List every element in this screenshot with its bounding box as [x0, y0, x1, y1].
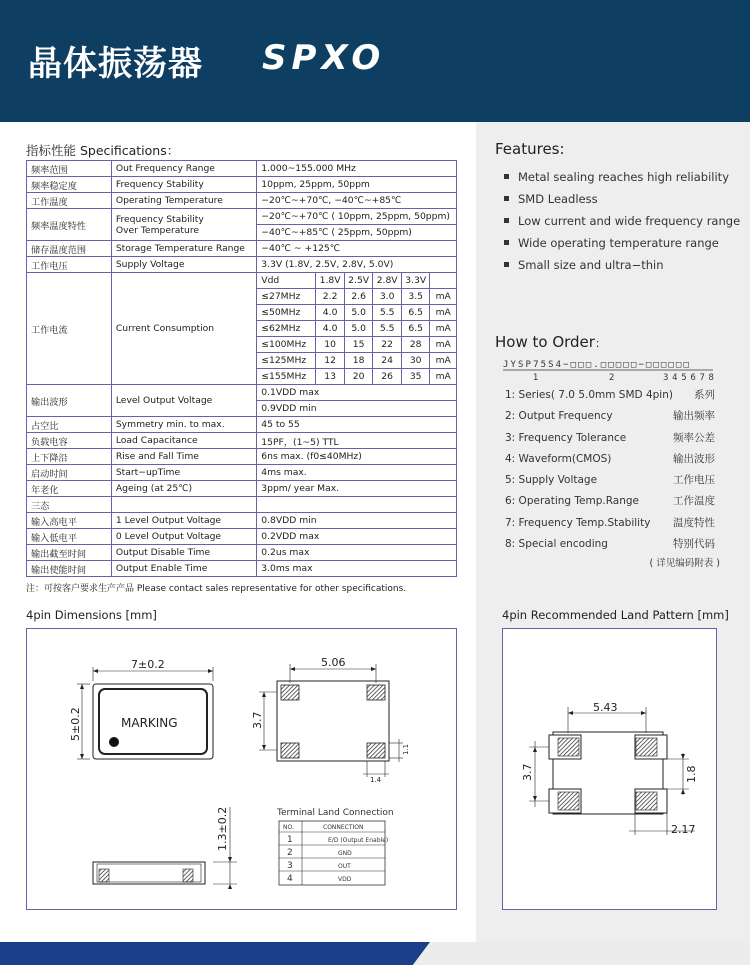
bottom-bar — [0, 942, 750, 965]
current-header-cell: 3.3V — [401, 273, 430, 289]
dim-pad-w: 1.4 — [370, 776, 382, 784]
current-cn: 工作电流 — [27, 273, 112, 385]
current-cell: 13 — [316, 369, 345, 385]
terminal-no-1: 1 — [287, 835, 293, 845]
current-cell: 5.0 — [344, 321, 373, 337]
spec-row — [27, 257, 457, 273]
spec-en: Output Disable Time — [111, 545, 256, 561]
feature-item: Wide operating temperature range — [495, 232, 740, 254]
spec-cn: 频率温度特性 — [27, 209, 112, 241]
side-view — [93, 807, 237, 889]
spec-en: Rise and Fall Time — [111, 449, 256, 465]
spec-en: Output Enable Time — [111, 561, 256, 577]
current-cell: mA — [430, 337, 457, 353]
feature-item: Metal sealing reaches high reliability — [495, 166, 740, 188]
dim-width: 7±0.2 — [131, 658, 165, 671]
dim-v: 3.7 — [251, 711, 264, 729]
spec-val: 0.2us max — [257, 545, 457, 561]
current-cell: mA — [430, 289, 457, 305]
terminal-conn-4: VDD — [338, 876, 352, 883]
order-item: 2: Output Frequency 输出频率 — [505, 410, 715, 423]
spec-val: −20℃~+70℃ ( 10ppm, 25ppm, 50ppm) — [257, 209, 457, 225]
spec-en: Operating Temperature — [111, 193, 256, 209]
feature-item: Low current and wide frequency range — [495, 210, 740, 232]
features — [495, 140, 740, 276]
bottom-view — [251, 656, 410, 784]
spec-table — [26, 160, 457, 577]
order-item: 5: Supply Voltage 工作电压 — [505, 474, 715, 487]
terminal-conn-3: OUT — [338, 863, 351, 870]
spec-row — [27, 465, 457, 481]
spec-en: 0 Level Output Voltage — [111, 529, 256, 545]
title-en: SPXO — [262, 38, 386, 78]
land-pitch: 5.43 — [593, 701, 618, 714]
spec-cn: 输出波形 — [27, 385, 112, 417]
spec-en: Load Capacitance — [111, 433, 256, 449]
current-cell: ≤100MHz — [257, 337, 316, 353]
terminal-conn-1: E/D (Output Enable) — [328, 837, 389, 844]
spec-val: 3ppm/ year Max. — [257, 481, 457, 497]
spec-val: −40℃ ~ +125℃ — [257, 241, 457, 257]
order-footnote: ( 详见编码附表 ) — [649, 558, 720, 570]
spec-val: −40℃~+85℃ ( 25ppm, 50ppm) — [257, 225, 457, 241]
current-cell: 24 — [373, 353, 402, 369]
spec-row — [27, 545, 457, 561]
feature-item: Small size and ultra−thin — [495, 254, 740, 276]
spec-en: Start−upTime — [111, 465, 256, 481]
current-cell: 2.2 — [316, 289, 345, 305]
spec-row — [27, 241, 457, 257]
specs-title: 指标性能 Specifications： — [26, 143, 180, 158]
current-cell: 12 — [316, 353, 345, 369]
order-item: 7: Frequency Temp.Stability 温度特性 — [505, 516, 715, 529]
current-cell: 6.5 — [401, 321, 430, 337]
spec-cn: 上下降沿 — [27, 449, 112, 465]
land-pad-h: 1.8 — [685, 765, 698, 783]
order-code-idx-3: 3 4 5 6 7 8 — [663, 373, 715, 383]
spec-cn: 工作电压 — [27, 257, 112, 273]
order-code: JYSP75S4−□□□.□□□□□−□□□□□□ — [503, 360, 691, 370]
current-cell: 30 — [401, 353, 430, 369]
spec-row — [27, 385, 457, 401]
order-item: 4: Waveform(CMOS) 输出波形 — [505, 452, 715, 465]
dimensions-title: 4pin Dimensions [mm] — [26, 608, 157, 622]
spec-val: 1.000~155.000 MHz — [257, 161, 457, 177]
current-cell: 3.0 — [373, 289, 402, 305]
spec-en: Frequency Stability Over Temperature — [111, 209, 256, 241]
terminal-no-3: 3 — [287, 861, 293, 871]
spec-val: 45 to 55 — [257, 417, 457, 433]
current-cell: ≤27MHz — [257, 289, 316, 305]
current-cell: ≤62MHz — [257, 321, 316, 337]
current-cell: 10 — [316, 337, 345, 353]
current-cell: 35 — [401, 369, 430, 385]
spec-val: 0.1VDD max — [257, 385, 457, 401]
spec-cn: 储存温度范围 — [27, 241, 112, 257]
spec-en: Ageing (at 25℃) — [111, 481, 256, 497]
pin1-dot — [109, 737, 119, 747]
spec-row — [27, 497, 457, 513]
current-cell: 22 — [373, 337, 402, 353]
order-item: 8: Special encoding 特别代码 — [505, 538, 715, 551]
current-cell: 20 — [344, 369, 373, 385]
current-cell: 6.5 — [401, 305, 430, 321]
current-cell: mA — [430, 353, 457, 369]
spec-en: Supply Voltage — [111, 257, 256, 273]
order-title: How to Order： — [495, 333, 606, 351]
land-pattern-drawing — [502, 628, 717, 910]
current-row — [27, 273, 457, 289]
spec-cn: 频率范围 — [27, 161, 112, 177]
spec-cn: 占空比 — [27, 417, 112, 433]
current-cell: 18 — [344, 353, 373, 369]
order-code-idx-1: 1 — [533, 373, 539, 383]
terminal-conn-2: GND — [338, 850, 352, 857]
current-cell: ≤125MHz — [257, 353, 316, 369]
terminal-no-4: 4 — [287, 874, 293, 884]
top-view — [69, 658, 213, 759]
spec-row — [27, 209, 457, 225]
feature-item: SMD Leadless — [495, 188, 740, 210]
spec-val: 4ms max. — [257, 465, 457, 481]
dim-pitch: 5.06 — [321, 656, 346, 669]
dim-thickness: 1.3±0.2 — [216, 806, 229, 851]
order-list — [505, 385, 720, 569]
order-item: 3: Frequency Tolerance 频率公差 — [505, 431, 715, 444]
spec-val: 0.9VDD min — [257, 401, 457, 417]
current-header-cell: 2.5V — [344, 273, 373, 289]
current-header-cell: 2.8V — [373, 273, 402, 289]
spec-cn: 输出截至时间 — [27, 545, 112, 561]
spec-cn: 输入高电平 — [27, 513, 112, 529]
dim-pad-h: 1.1 — [402, 743, 410, 755]
spec-en: 1 Level Output Voltage — [111, 513, 256, 529]
current-cell: ≤50MHz — [257, 305, 316, 321]
spec-cn: 三态 — [27, 497, 112, 513]
spec-row — [27, 529, 457, 545]
current-cell: ≤155MHz — [257, 369, 316, 385]
spec-en: Frequency Stability — [111, 177, 256, 193]
current-cell: 3.5 — [401, 289, 430, 305]
spec-val: 10ppm, 25ppm, 50ppm — [257, 177, 457, 193]
spec-val: 3.0ms max — [257, 561, 457, 577]
order-item: 6: Operating Temp.Range 工作温度 — [505, 495, 715, 508]
spec-cn: 工作温度 — [27, 193, 112, 209]
current-cell: 5.0 — [344, 305, 373, 321]
spec-val: 0.8VDD min — [257, 513, 457, 529]
order-code-idx-2: 2 — [609, 373, 615, 383]
spec-row — [27, 481, 457, 497]
spec-row — [27, 161, 457, 177]
spec-val — [257, 497, 457, 513]
spec-row — [27, 433, 457, 449]
order-item: 1: Series( 7.0 5.0mm SMD 4pin) 系列 — [505, 389, 715, 401]
spec-row — [27, 193, 457, 209]
spec-val: 6ns max. (f0≤40MHz) — [257, 449, 457, 465]
spec-val: 15PF，(1~5) TTL — [257, 433, 457, 449]
land-pad-w: 2.17 — [671, 823, 696, 836]
features-title: Features: — [495, 140, 565, 158]
features-list — [495, 166, 740, 276]
current-cell: 28 — [401, 337, 430, 353]
spec-en: Storage Temperature Range — [111, 241, 256, 257]
current-en: Current Consumption — [111, 273, 256, 385]
spec-cn: 输出使能时间 — [27, 561, 112, 577]
current-cell: 4.0 — [316, 321, 345, 337]
spec-en: Out Frequency Range — [111, 161, 256, 177]
spec-cn: 年老化 — [27, 481, 112, 497]
current-cell: mA — [430, 305, 457, 321]
spec-en: Level Output Voltage — [111, 385, 256, 417]
land-v: 3.7 — [521, 763, 534, 781]
spec-en: Symmetry min. to max. — [111, 417, 256, 433]
current-cell: 5.5 — [373, 305, 402, 321]
current-header-cell: Vdd — [257, 273, 316, 289]
current-cell: 2.6 — [344, 289, 373, 305]
current-cell: 26 — [373, 369, 402, 385]
spec-row — [27, 177, 457, 193]
current-cell: 15 — [344, 337, 373, 353]
terminal-header-no: NO. — [283, 824, 294, 831]
spec-en — [111, 497, 256, 513]
spec-cn: 频率稳定度 — [27, 177, 112, 193]
title-cn: 晶体振荡器 — [28, 44, 203, 84]
page-header — [0, 0, 750, 122]
spec-val: 3.3V (1.8V, 2.5V, 2.8V, 5.0V) — [257, 257, 457, 273]
spec-row — [27, 513, 457, 529]
specs-note: 注：可按客户要求生产产品 Please contact sales representative for other specifications. — [26, 584, 407, 594]
current-header-cell — [430, 273, 457, 289]
dimensions-drawing — [26, 628, 457, 910]
spec-cn: 负载电容 — [27, 433, 112, 449]
terminal-title: Terminal Land Connection — [277, 808, 394, 818]
spec-row — [27, 561, 457, 577]
spec-val: −20℃~+70℃, −40℃~+85℃ — [257, 193, 457, 209]
current-cell: 4.0 — [316, 305, 345, 321]
spec-cn: 输入低电平 — [27, 529, 112, 545]
spec-cn: 启动时间 — [27, 465, 112, 481]
spec-row — [27, 417, 457, 433]
land-title: 4pin Recommended Land Pattern [mm] — [502, 608, 729, 622]
current-header-cell: 1.8V — [316, 273, 345, 289]
marking-label: MARKING — [121, 716, 178, 730]
current-cell: mA — [430, 321, 457, 337]
terminal-table — [276, 808, 394, 885]
bottom-bar-accent — [0, 942, 430, 965]
current-cell: 5.5 — [373, 321, 402, 337]
spec-row — [27, 449, 457, 465]
terminal-header-conn: CONNECTION — [323, 824, 364, 831]
order-code-underline — [503, 369, 718, 372]
dim-height: 5±0.2 — [69, 707, 82, 741]
current-cell: mA — [430, 369, 457, 385]
spec-val: 0.2VDD max — [257, 529, 457, 545]
terminal-no-2: 2 — [287, 848, 293, 858]
